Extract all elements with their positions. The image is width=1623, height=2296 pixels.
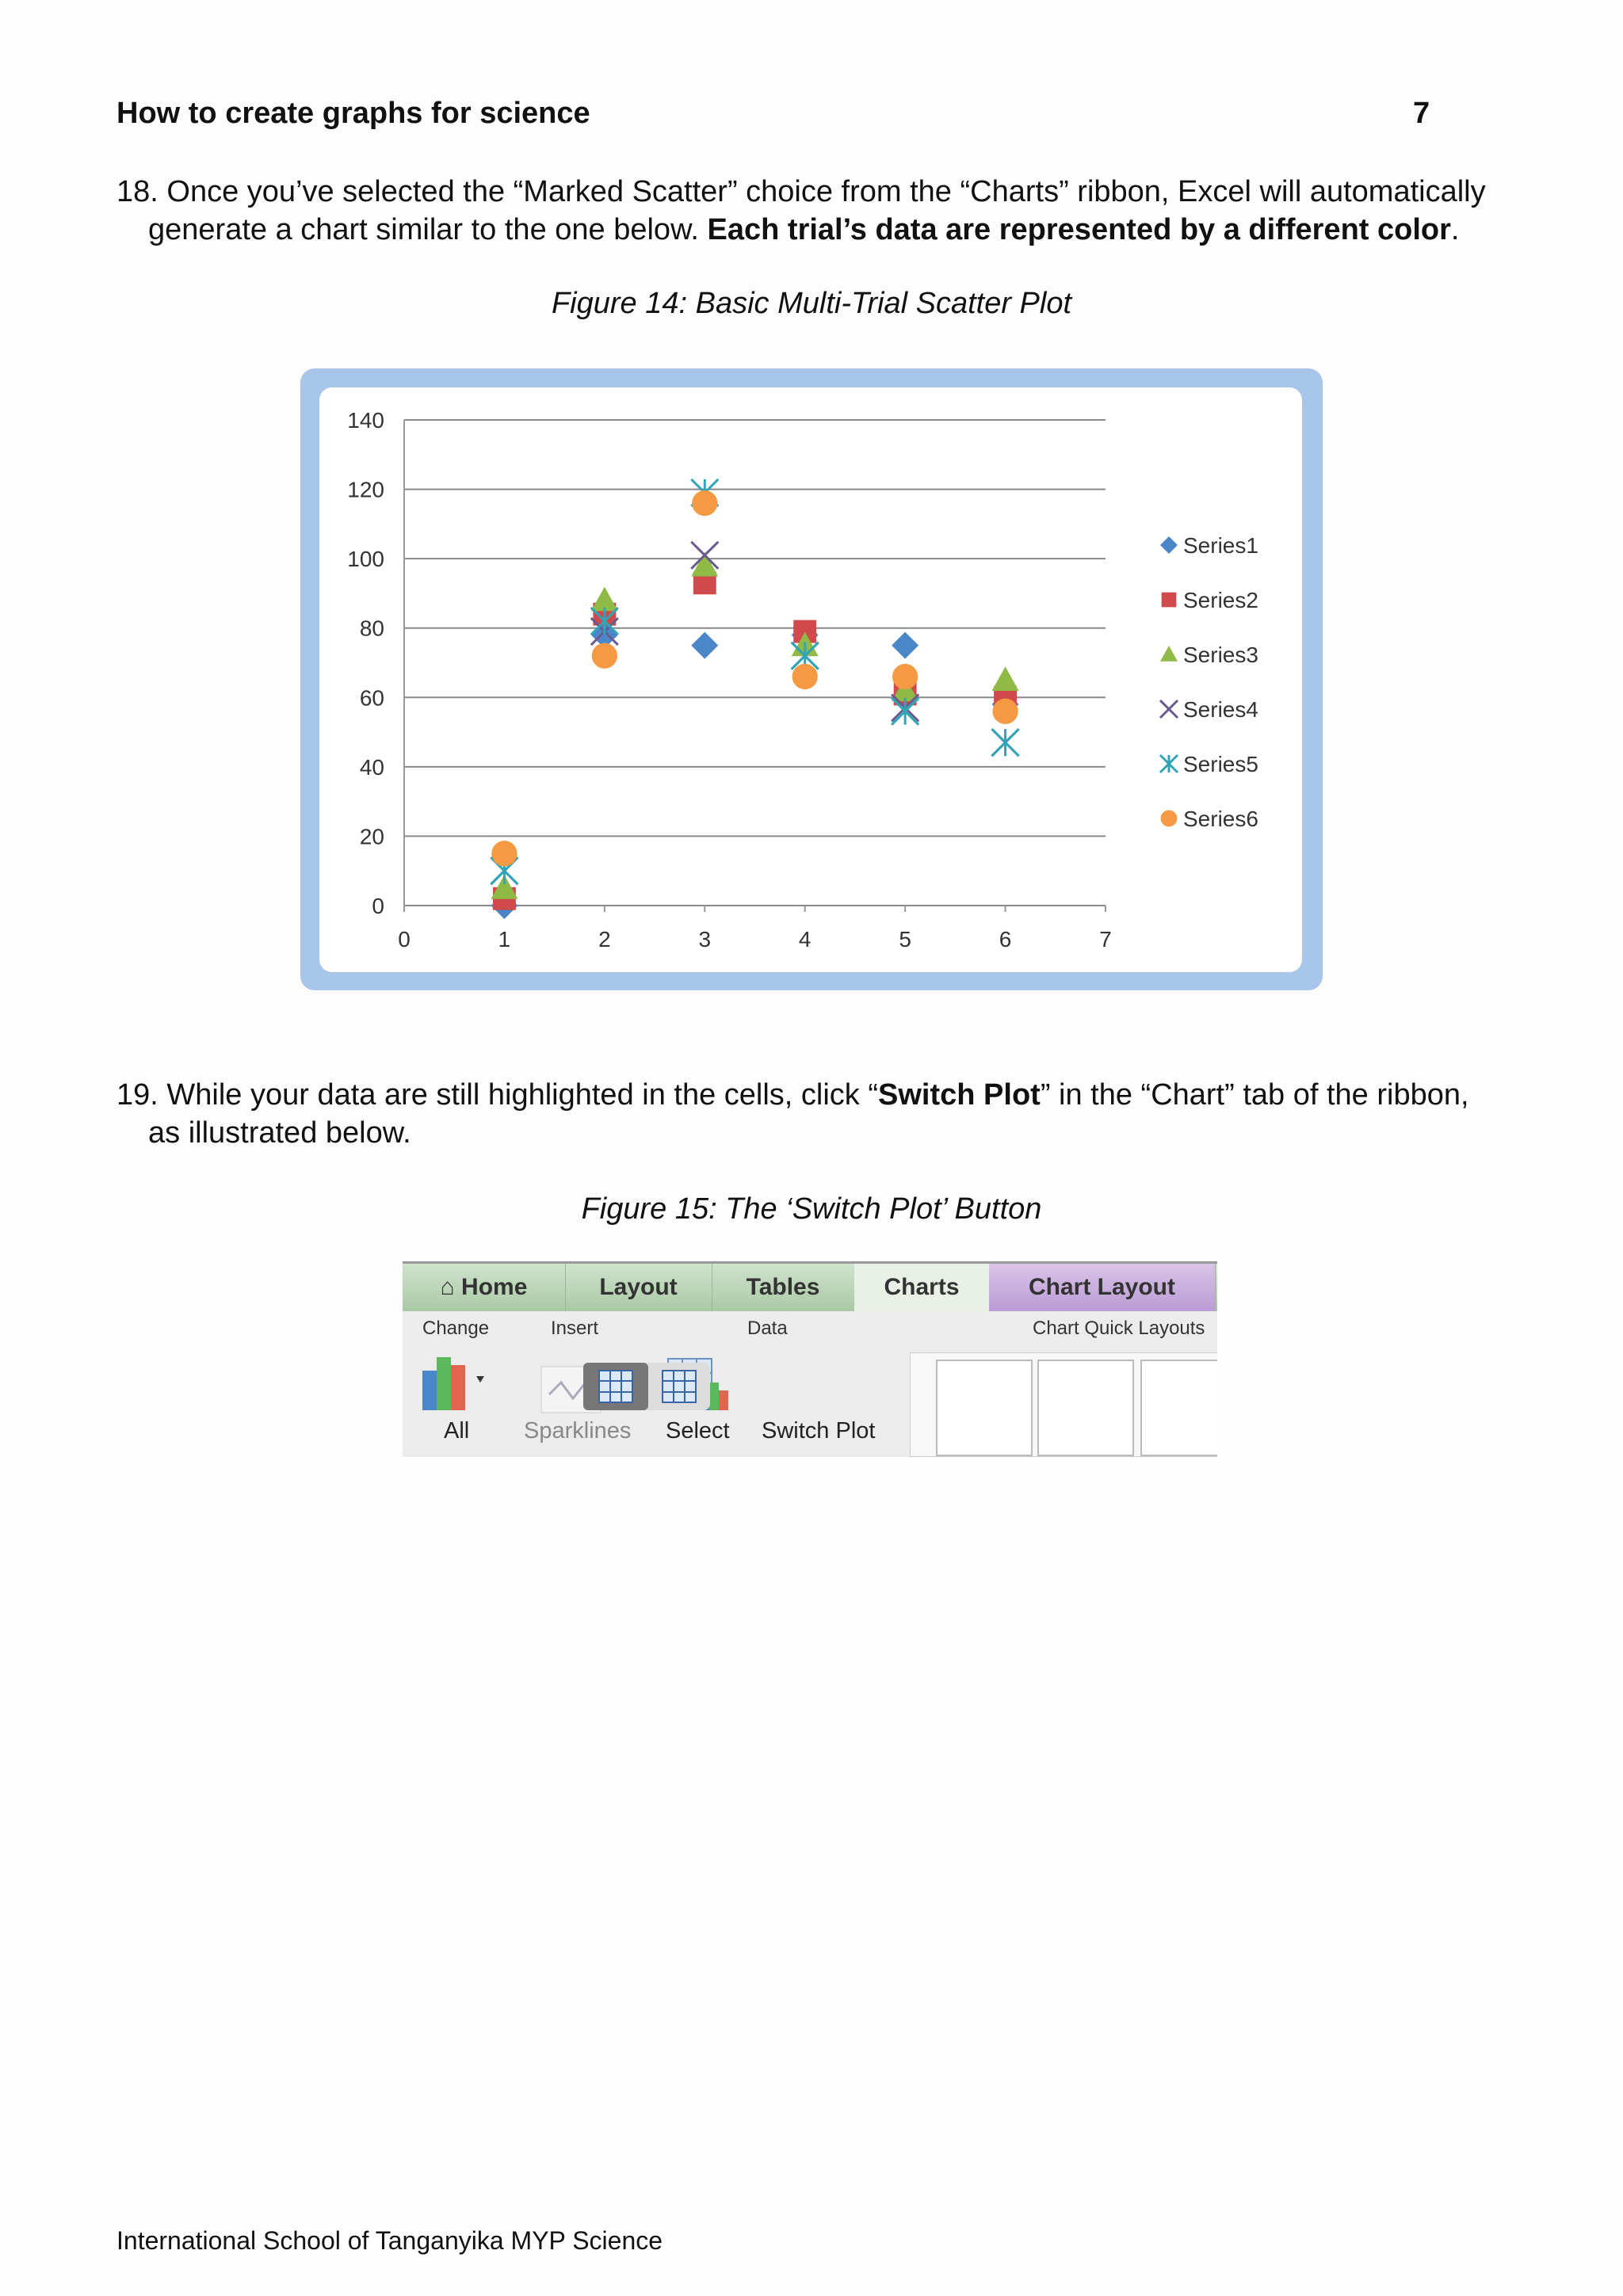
- group-change-label: Change: [422, 1318, 490, 1339]
- switch-plot-icon: [583, 1363, 710, 1410]
- x-tick-label: 2: [598, 927, 611, 952]
- quick-layout-3[interactable]: [1140, 1360, 1217, 1456]
- quick-layout-1[interactable]: [936, 1360, 1033, 1456]
- data-point-series6: [792, 664, 818, 689]
- switch-plot-label[interactable]: Switch Plot: [762, 1418, 876, 1444]
- excel-ribbon: [403, 1261, 1217, 1457]
- scatter-chart: [297, 360, 1327, 998]
- x-tick-label: 0: [398, 927, 411, 952]
- home-icon: ⌂: [440, 1274, 462, 1300]
- data-point-series6: [992, 699, 1018, 724]
- tab-tables[interactable]: Tables: [712, 1264, 855, 1311]
- y-tick-label: 80: [359, 616, 384, 641]
- step-18-end: .: [1450, 213, 1460, 246]
- y-tick-label: 40: [359, 754, 384, 780]
- step-19-paragraph: [116, 1076, 1535, 1152]
- switch-plot-button[interactable]: [583, 1363, 710, 1410]
- step-18-line2: generate a chart similar to the one below.: [148, 213, 708, 246]
- step-19-line2: as illustrated below.: [148, 1116, 411, 1150]
- quick-layout-2[interactable]: [1037, 1360, 1134, 1456]
- document-header-title: How to create graphs for science: [116, 97, 590, 130]
- change-all-button[interactable]: All: [444, 1418, 470, 1444]
- figure-15-caption: Figure 15: The ‘Switch Plot’ Button: [581, 1192, 1042, 1226]
- group-insert-label: Insert: [551, 1318, 599, 1339]
- select-button[interactable]: Select: [666, 1418, 730, 1444]
- y-tick-label: 120: [347, 477, 384, 502]
- tab-home-label: Home: [461, 1274, 528, 1300]
- group-quick-layouts-label: Chart Quick Layouts: [1033, 1318, 1205, 1339]
- legend-label: Series5: [1183, 752, 1258, 776]
- legend-label: Series1: [1183, 533, 1258, 558]
- step-18-bold: Each trial’s data are represented by a different color: [707, 213, 1451, 246]
- chart-bars-icon: [414, 1351, 502, 1414]
- y-tick-label: 140: [347, 408, 384, 433]
- legend-label: Series3: [1183, 643, 1258, 667]
- step-19-line1b: ” in the “Chart” tab of the ribbon,: [1040, 1078, 1469, 1112]
- legend-label: Series4: [1183, 697, 1258, 722]
- y-tick-label: 100: [347, 547, 384, 572]
- page-number: 7: [1413, 97, 1430, 130]
- legend-marker-series6: [1161, 810, 1178, 827]
- chart-quick-layouts-gallery: [910, 1352, 1217, 1457]
- footer: International School of Tanganyika MYP Science: [116, 2226, 663, 2255]
- tab-charts[interactable]: Charts: [854, 1264, 990, 1311]
- step-18-paragraph: [116, 173, 1535, 249]
- step-18-line1: 18. Once you’ve selected the “Marked Scatter” choice from the “Charts” ribbon, Excel will automatically: [116, 175, 1486, 208]
- ribbon-tabs: [403, 1264, 1217, 1311]
- step-19-line1a: 19. While your data are still highlighted in the cells, click “: [116, 1078, 879, 1112]
- tab-home[interactable]: [403, 1264, 566, 1311]
- x-tick-label: 3: [698, 927, 712, 952]
- data-point-series6: [592, 643, 617, 669]
- tab-chart-layout[interactable]: Chart Layout: [989, 1264, 1216, 1311]
- step-19-bold: Switch Plot: [878, 1078, 1041, 1112]
- legend-label: Series2: [1183, 588, 1258, 612]
- y-tick-label: 0: [372, 894, 384, 918]
- sparklines-button[interactable]: Sparklines: [524, 1418, 632, 1444]
- y-tick-label: 60: [359, 685, 384, 711]
- x-tick-label: 7: [1099, 927, 1112, 952]
- legend-label: Series6: [1183, 807, 1258, 831]
- data-point-series6: [892, 664, 918, 689]
- data-point-series6: [491, 841, 517, 866]
- data-point-series6: [692, 490, 717, 516]
- x-tick-label: 1: [498, 927, 511, 952]
- x-tick-label: 4: [798, 927, 812, 952]
- group-data-label: Data: [747, 1318, 788, 1339]
- x-tick-label: 6: [999, 927, 1012, 952]
- figure-14-caption: Figure 14: Basic Multi-Trial Scatter Plot: [551, 287, 1072, 320]
- x-tick-label: 5: [899, 927, 911, 952]
- tab-layout[interactable]: Layout: [565, 1264, 712, 1311]
- y-tick-label: 20: [359, 824, 384, 849]
- legend-marker-series2: [1162, 593, 1177, 608]
- scatter-chart-svg: [297, 360, 1327, 998]
